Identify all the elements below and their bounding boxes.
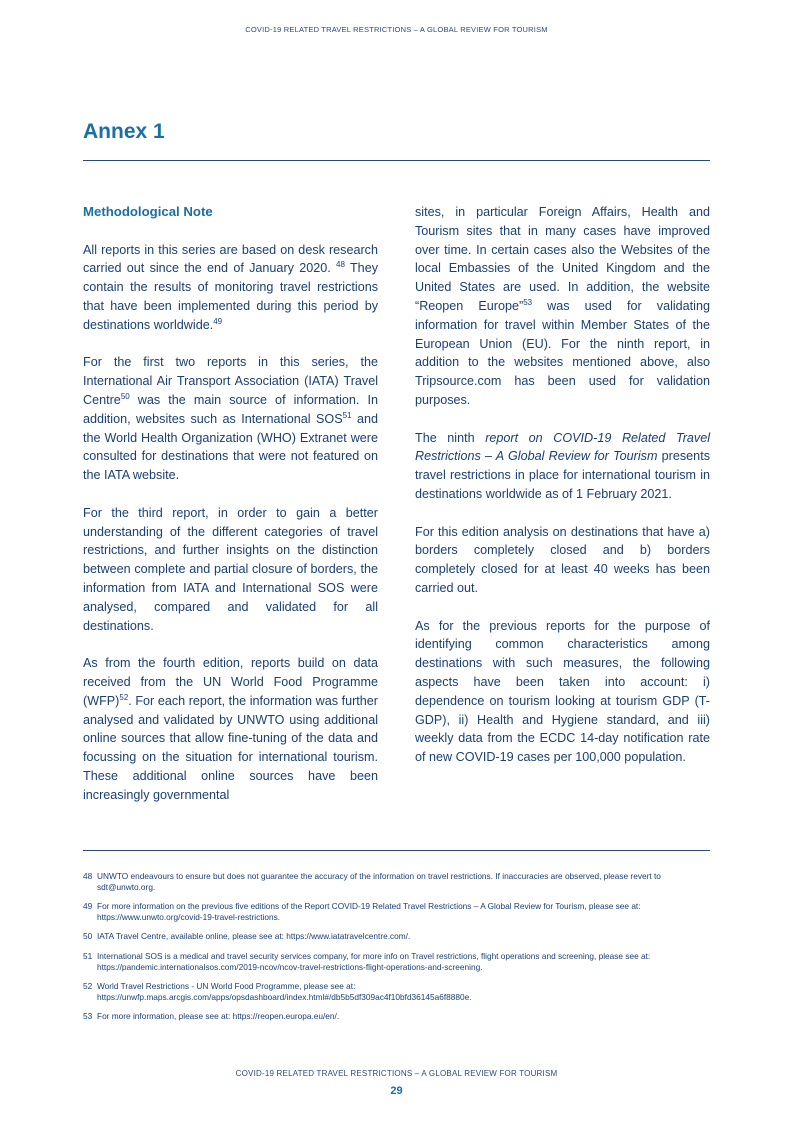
footnote-ref-51: 51 <box>342 410 352 420</box>
footnote-divider <box>83 850 710 851</box>
footnote-ref-53: 53 <box>523 297 533 307</box>
footnote-ref-50: 50 <box>120 391 130 401</box>
footnote-49: 49 For more information on the previous five editions of the Report COVID-19 Related Travel Restrictions – A Global Review for Tourism, please see at: https://www.unwto.org/covid-19-travel-restrictions. <box>83 901 641 922</box>
title-divider <box>83 160 710 161</box>
running-header: COVID-19 RELATED TRAVEL RESTRICTIONS – A GLOBAL REVIEW FOR TOURISM <box>245 25 548 34</box>
paragraph-2: For the first two reports in this series, the International Air Transport Association (IATA) Travel Centre$^{50}$ was the main source of information. In addition, websites such as International SOS$^{51}$ and the World Health Organization (WHO) Extranet were consulted for destinations that were not featured on the IATA website. <box>83 355 379 483</box>
paragraph-3: For the third report, in order to gain a better understanding of the different categories of travel restrictions, and further insights on the distinction between complete and partial closure of borders, the information from IATA and International SOS were analysed, compared and validated for all destinations. <box>83 505 378 633</box>
footnote-53: 53 For more information, please see at: https://reopen.europa.eu/en/. <box>83 1011 340 1022</box>
paragraph-5: sites, in particular Foreign Affairs, Health and Tourism sites that in many cases have improved over time. In certain cases also the Websites of the local Embassies of the United Kingdom and the United States are used. In addition, the website “Reopen Europe”$^{53}$ was used for validating information for travel within Member States of the European Union (EU). For the ninth report, in addition to the websites mentioned above, also Tripsource.com has been used for validation purposes. <box>415 205 710 407</box>
footnote-50: 50 IATA Travel Centre, available online, please see at: https://www.iatatravelcentre.com/. <box>83 931 411 942</box>
paragraph-7: For this edition analysis on destinations that have a) borders completely closed and b) borders completely closed for at least 40 weeks has been carried out. <box>415 524 710 595</box>
report-title-italic: report on COVID-19 Related Travel Restrictions – A Global Review for Tourism <box>415 430 710 464</box>
right-column <box>415 203 710 786</box>
footnote-ref-52: 52 <box>119 692 129 702</box>
section-heading: Methodological Note <box>83 204 213 219</box>
annex-title: Annex 1 <box>83 120 165 143</box>
left-column <box>83 203 378 823</box>
footnote-48: 48 UNWTO endeavours to ensure but does not guarantee the accuracy of the information on travel restrictions. If inaccuracies are observed, please revert to sdt@unwto.org. <box>83 871 661 892</box>
paragraph-6: The ninth report on COVID-19 Related Travel Restrictions – A Global Review for Tourism presents travel restrictions in place for international tourism in destinations worldwide as of 1 February 2021. <box>415 430 710 501</box>
paragraph-4: As from the fourth edition, reports build on data received from the UN World Food Programme (WFP)$^{52}$. For each report, the information was further analysed and validated by UNWTO using additional online sources that allow fine-tuning of the data and focussing on the situation for international tourism. These additional online sources have been increasingly governmental <box>83 656 378 802</box>
footnotes <box>83 871 710 1031</box>
page-number: 29 <box>390 1085 403 1097</box>
footnote-ref-49: 49 <box>213 316 223 326</box>
paragraph-1: All reports in this series are based on desk research carried out since the end of January 2020. $^{48}$ They contain the results of monitoring travel restrictions that have been implemented during this period by destinations worldwide.$^{49}$ <box>83 242 378 332</box>
footnote-ref-48: 48 <box>336 260 345 270</box>
running-footer: COVID-19 RELATED TRAVEL RESTRICTIONS – A GLOBAL REVIEW FOR TOURISM <box>235 1069 558 1078</box>
footnote-51: 51 International SOS is a medical and travel security services company, for more info on Travel restrictions, flight operations and screening, please see at: https://pandemic.internationalsos.com/2019-ncov/ncov-travel-restrictions-flight-operations-and-screening. <box>83 950 651 972</box>
footnote-52: 52 World Travel Restrictions - UN World Food Programme, please see at: https://unwfp.maps.arcgis.com/apps/opsdashboard/index.html#/db5b5df309ac4f10bfd36145a6f8880e. <box>83 980 472 1002</box>
paragraph-8: As for the previous reports for the purpose of identifying common characteristics among destinations with such measures, the following aspects have been taken into account: i) dependence on tourism looking at tourism GDP (T-GDP), ii) Health and Hygiene standard, and iii) weekly data from the ECDC 14-day notification rate of new COVID-19 cases per 100,000 population. <box>415 618 710 765</box>
